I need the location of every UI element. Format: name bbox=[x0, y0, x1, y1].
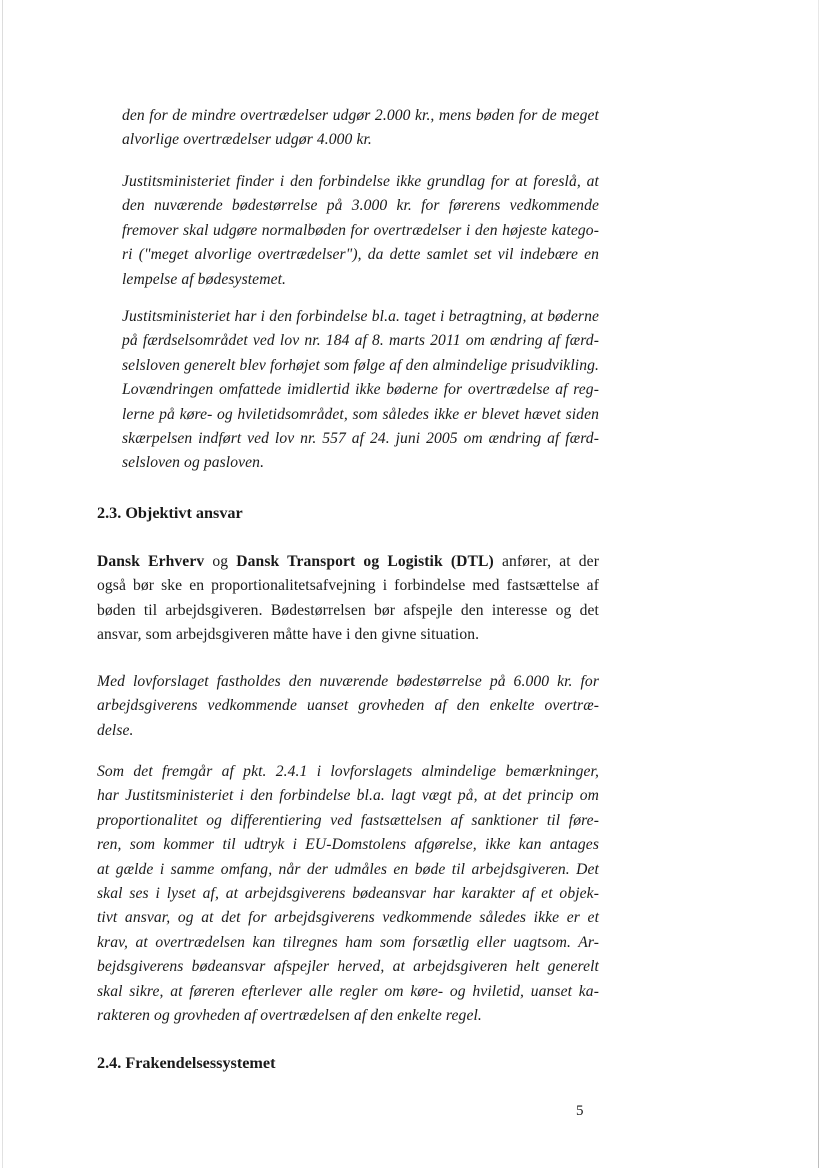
section-heading-2-3: 2.3. Objektivt ansvar bbox=[97, 504, 243, 522]
text-line: delse. bbox=[97, 721, 134, 739]
text-line: selsloven og pasloven. bbox=[122, 454, 265, 472]
text-line: Justitsministeriet har i den forbindelse bl.a. taget i betragtning, at bøderne bbox=[122, 308, 599, 325]
paragraph-proportionality bbox=[97, 760, 599, 1028]
text-line-first bbox=[97, 550, 599, 574]
text-run: anfører, at der bbox=[493, 553, 599, 570]
text-line: arbejdsgiverens vedkommende uanset grovheden af den enkelte overtræ- bbox=[97, 697, 599, 715]
text-line: ansvar, som arbejdsgiveren måtte have i den givne situation. bbox=[97, 626, 480, 644]
section-heading-2-4: 2.4. Frakendelsessystemet bbox=[97, 1054, 276, 1072]
text-line: også bør ske en proportionalitetsafvejning i forbindelse med fastsættelse af bbox=[97, 577, 599, 595]
paragraph-ministry-considerations bbox=[122, 305, 599, 476]
text-line: rakteren og grovheden af overtrædelsen af den enkelte regel. bbox=[97, 1007, 482, 1025]
text-line: tivt ansvar, og at det for arbejdsgiverens vedkommende således ikke er et bbox=[97, 909, 599, 927]
text-line: bøden til arbejdsgiveren. Bødestørrelsen bør afspejle den interesse og det bbox=[97, 601, 599, 619]
text-line: skal sikre, at føreren efterlever alle regler om køre- og hviletid, uanset ka- bbox=[97, 982, 599, 1000]
text-line: Med lovforslaget fastholdes den nuværende bødestørrelse på 6.000 kr. for bbox=[97, 673, 599, 690]
text-line: lerne på køre- og hviletidsområdet, som således ikke er blevet hævet siden bbox=[122, 405, 599, 423]
text-line: Justitsministeriet finder i den forbindelse ikke grundlag for at foreslå, at bbox=[122, 173, 599, 190]
text-line: at gælde i samme omfang, når der udmåles en bøde til arbejdsgiveren. Det bbox=[97, 860, 599, 878]
scan-edge-right bbox=[818, 0, 819, 1168]
organization-name: Dansk Transport og Logistik (DTL) bbox=[236, 553, 494, 570]
text-line: Lovændringen omfattede imidlertid ikke bøderne for overtrædelse af reg- bbox=[122, 381, 599, 399]
text-line: krav, at overtrædelsen kan tilregnes ham som forsætlig eller uagtsom. Ar- bbox=[97, 933, 599, 951]
paragraph-fine-amounts bbox=[122, 104, 599, 153]
text-line: skærpelsen indført ved lov nr. 557 af 24. juni 2005 om ændring af færd- bbox=[122, 430, 599, 448]
text-line: bejdsgiverens bødeansvar afspejler herved, at arbejdsgiveren helt generelt bbox=[97, 958, 599, 976]
text-line: alvorlige overtrædelser udgør 4.000 kr. bbox=[122, 131, 372, 149]
text-line: ren, som kommer til udtryk i EU-Domstolens afgørelse, ikke kan antages bbox=[97, 836, 599, 854]
text-line: skal ses i lyset af, at arbejdsgiverens bødeansvar har karakter af et objek- bbox=[97, 885, 599, 903]
text-line: lempelse af bødesystemet. bbox=[122, 270, 287, 288]
text-line: selsloven generelt blev forhøjet som følge af den almindelige prisudvikling. bbox=[122, 356, 599, 374]
text-line: ri ("meget alvorlige overtrædelser"), da dette samlet set vil indebære en bbox=[122, 246, 599, 264]
paragraph-stakeholder-comments bbox=[97, 550, 599, 648]
page-number: 5 bbox=[576, 1103, 584, 1119]
text-line: på færdselsområdet ved lov nr. 184 af 8. marts 2011 om ændring af færd- bbox=[122, 332, 599, 350]
text-line: fremover skal udgøre normalbøden for overtrædelser i den højeste katego- bbox=[122, 221, 599, 239]
scan-edge-left bbox=[2, 0, 3, 1168]
paragraph-fine-kept bbox=[97, 670, 599, 743]
text-line: den nuværende bødestørrelse på 3.000 kr. for førerens vedkommende bbox=[122, 197, 599, 215]
text-line: den for de mindre overtrædelser udgør 2.000 kr., mens bøden for de meget bbox=[122, 107, 599, 124]
organization-name: Dansk Erhverv bbox=[97, 553, 205, 570]
connector-text: og bbox=[204, 553, 237, 570]
paragraph-ministry-no-basis bbox=[122, 170, 599, 292]
text-line: Som det fremgår af pkt. 2.4.1 i lovforslagets almindelige bemærkninger, bbox=[97, 763, 599, 780]
text-line: proportionalitet og differentiering ved fastsættelsen af sanktioner til føre- bbox=[97, 811, 599, 829]
text-line: har Justitsministeriet i den forbindelse bl.a. lagt vægt på, at det princip om bbox=[97, 787, 599, 805]
